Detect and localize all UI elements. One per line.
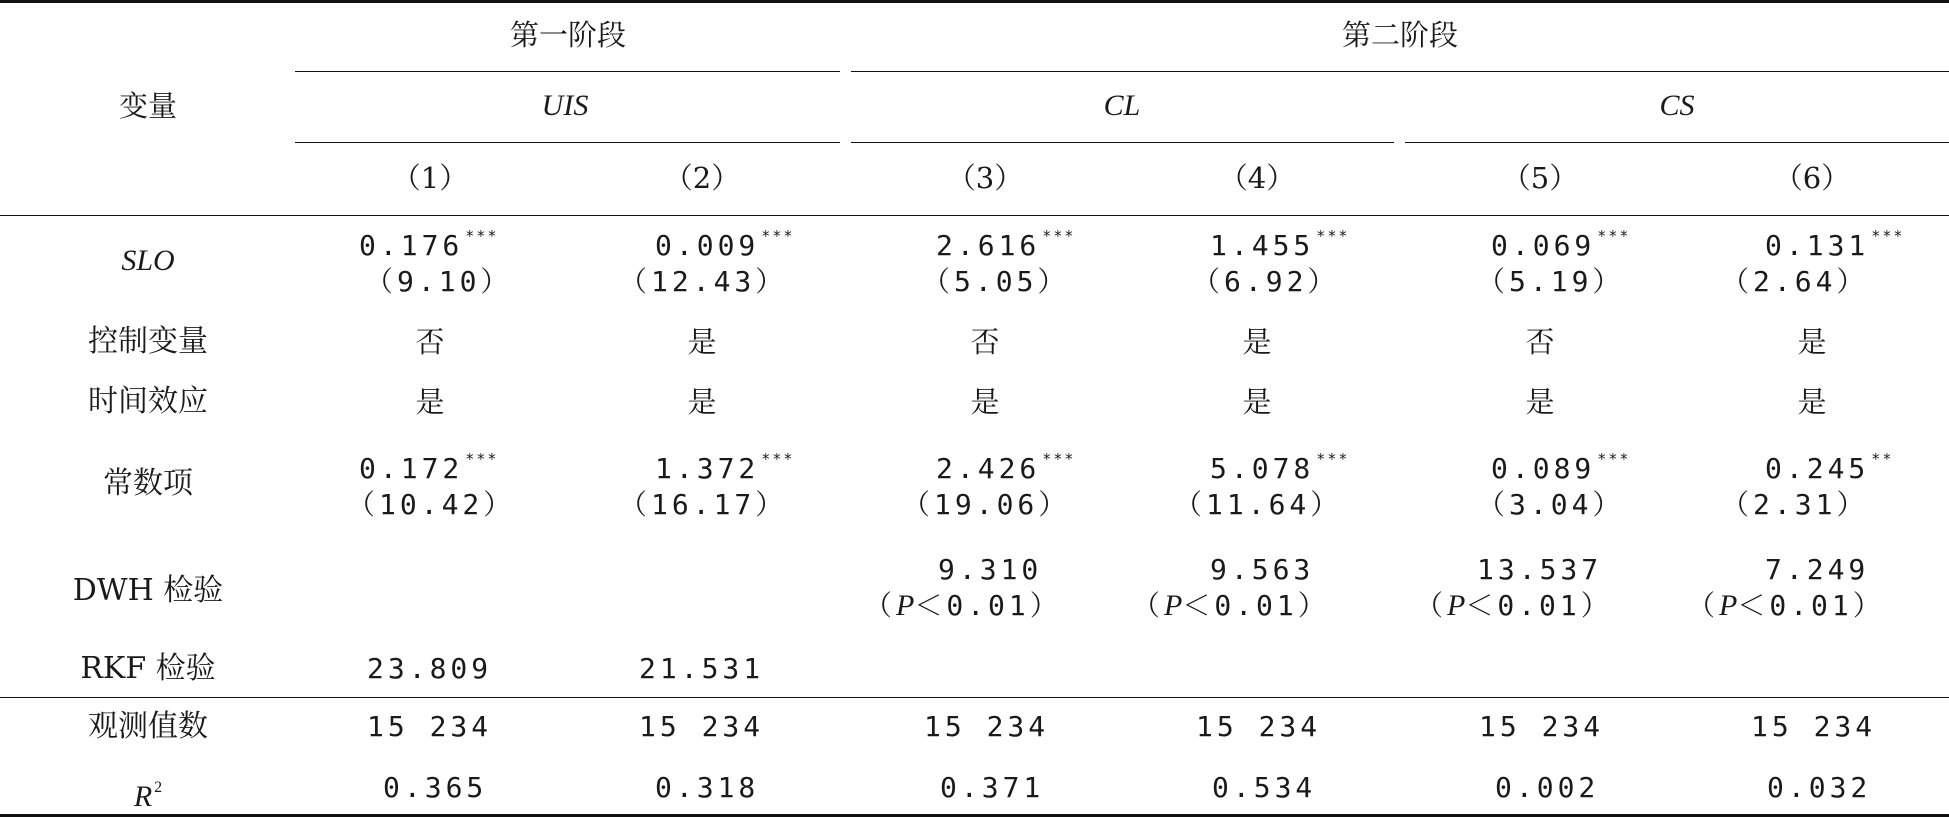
p-rest: ＜0.01） [914, 589, 1062, 622]
slo-coef: 0.009 [655, 229, 760, 262]
rkf-value: 23.809 [367, 652, 493, 685]
constant-tstat: （3.04） [1477, 488, 1625, 521]
slo-tstat: （5.19） [1477, 265, 1625, 298]
slo-coef: 0.069 [1491, 229, 1596, 262]
top-rule [0, 0, 1949, 3]
slo-cell [567, 218, 837, 300]
rkf-cell [567, 651, 837, 687]
slo-cell [850, 218, 1120, 300]
dwh-value: 7.249 [1765, 553, 1870, 586]
obs-value: 15 234 [639, 710, 765, 743]
uis-underline [295, 142, 840, 143]
p-open: （ [1415, 589, 1448, 622]
summary-rule [0, 697, 1949, 698]
significance-stars: *** [1597, 450, 1631, 468]
controls-value: 是 [1242, 325, 1272, 359]
slo-coef: 1.455 [1210, 229, 1315, 262]
row-label-controls: 控制变量 [88, 324, 208, 359]
p-symbol: P [1164, 589, 1183, 622]
constant-tstat: （10.42） [347, 488, 516, 521]
constant-cell [295, 441, 565, 523]
r2-symbol: R [133, 780, 153, 813]
dwh-cell [1677, 552, 1947, 624]
dep-cl-header: CL [1103, 89, 1141, 122]
constant-tstat: （11.64） [1174, 488, 1343, 521]
time-value: 是 [1242, 385, 1272, 419]
significance-stars: *** [465, 227, 499, 245]
stage2-underline [851, 71, 1949, 72]
header-bottom-rule [0, 215, 1949, 216]
constant-cell [1122, 441, 1392, 523]
controls-value: 否 [415, 325, 445, 359]
significance-stars: *** [761, 450, 795, 468]
column-number: （3） [946, 161, 1024, 195]
p-symbol: P [1447, 589, 1466, 622]
time-value: 是 [1797, 385, 1827, 419]
constant-cell [1677, 441, 1947, 523]
r2-value: 0.365 [383, 771, 488, 804]
row-label-constant: 常数项 [103, 466, 193, 501]
significance-stars: *** [1042, 227, 1076, 245]
obs-value: 15 234 [367, 710, 493, 743]
row-label-time: 时间效应 [88, 384, 208, 419]
row-label-obs: 观测值数 [88, 709, 208, 744]
cs-underline [1405, 142, 1949, 143]
slo-coef: 0.131 [1765, 229, 1870, 262]
significance-stars: *** [761, 227, 795, 245]
r2-value: 0.371 [940, 771, 1045, 804]
dwh-value: 9.310 [938, 553, 1043, 586]
constant-tstat: （2.31） [1721, 488, 1869, 521]
slo-tstat: （9.10） [365, 265, 513, 298]
stage1-header: 第一阶段 [509, 18, 627, 52]
obs-cell [295, 709, 565, 745]
column-number: （2） [663, 161, 741, 195]
slo-cell [1405, 218, 1675, 300]
bottom-rule [0, 814, 1949, 817]
r2-value: 0.318 [655, 771, 760, 804]
row-label-r2 [28, 770, 268, 815]
r2-cell [1677, 770, 1947, 806]
row-label-dwh: DWH 检验 [72, 573, 224, 608]
obs-cell [1122, 709, 1392, 745]
r2-value: 0.002 [1495, 771, 1600, 804]
dwh-cell [850, 552, 1120, 624]
constant-coef: 5.078 [1210, 452, 1315, 485]
obs-cell [850, 709, 1120, 745]
rkf-value: 21.531 [639, 652, 765, 685]
constant-coef: 1.372 [655, 452, 760, 485]
p-open: （ [1132, 589, 1165, 622]
stage2-header: 第二阶段 [1341, 18, 1459, 52]
significance-stars: *** [1316, 450, 1350, 468]
column-number: （6） [1773, 161, 1851, 195]
significance-stars: *** [1871, 227, 1905, 245]
obs-value: 15 234 [1479, 710, 1605, 743]
slo-cell [1677, 218, 1947, 300]
constant-cell [567, 441, 837, 523]
constant-tstat: （19.06） [902, 488, 1071, 521]
p-symbol: P [896, 589, 915, 622]
obs-value: 15 234 [1196, 710, 1322, 743]
significance-stars: *** [1597, 227, 1631, 245]
slo-tstat: （5.05） [922, 265, 1070, 298]
column-number: （4） [1218, 161, 1296, 195]
slo-cell [295, 218, 565, 300]
cl-underline [851, 142, 1394, 143]
column-number: （1） [391, 161, 469, 195]
p-symbol: P [1719, 589, 1738, 622]
significance-stars: *** [465, 450, 499, 468]
significance-stars: ** [1871, 450, 1894, 468]
column-number: （5） [1501, 161, 1579, 195]
dep-cs-header: CS [1659, 89, 1695, 122]
dwh-value: 13.537 [1477, 553, 1603, 586]
r2-value: 0.032 [1767, 771, 1872, 804]
constant-cell [1405, 441, 1675, 523]
obs-cell [567, 709, 837, 745]
constant-tstat: （16.17） [619, 488, 788, 521]
slo-coef: 0.176 [359, 229, 464, 262]
controls-value: 否 [1525, 325, 1555, 359]
constant-coef: 0.089 [1491, 452, 1596, 485]
row-label-rkf: RKF 检验 [80, 651, 216, 686]
time-value: 是 [415, 385, 445, 419]
dwh-cell [1405, 552, 1675, 624]
row-label-slo: SLO [121, 244, 175, 277]
dwh-value: 9.563 [1210, 553, 1315, 586]
stage1-underline [295, 71, 840, 72]
constant-coef: 0.172 [359, 452, 464, 485]
p-rest: ＜0.01） [1465, 589, 1613, 622]
obs-cell [1405, 709, 1675, 745]
controls-value: 否 [970, 325, 1000, 359]
significance-stars: *** [1042, 450, 1076, 468]
significance-stars: *** [1316, 227, 1350, 245]
slo-tstat: （6.92） [1192, 265, 1340, 298]
obs-value: 15 234 [924, 710, 1050, 743]
obs-cell [1677, 709, 1947, 745]
constant-coef: 0.245 [1765, 452, 1870, 485]
r2-cell [295, 770, 565, 806]
controls-value: 是 [687, 325, 717, 359]
slo-cell [1122, 218, 1392, 300]
p-open: （ [864, 589, 897, 622]
obs-value: 15 234 [1751, 710, 1877, 743]
r2-cell [567, 770, 837, 806]
slo-tstat: （12.43） [619, 265, 788, 298]
time-value: 是 [687, 385, 717, 419]
slo-tstat: （2.64） [1721, 265, 1869, 298]
time-value: 是 [1525, 385, 1555, 419]
p-open: （ [1687, 589, 1720, 622]
r2-cell [850, 770, 1120, 806]
r2-superscript: 2 [154, 779, 163, 796]
controls-value: 是 [1797, 325, 1827, 359]
r2-value: 0.534 [1212, 771, 1317, 804]
dwh-cell [1122, 552, 1392, 624]
rkf-cell [295, 651, 565, 687]
dep-uis-header: UIS [541, 89, 589, 122]
time-value: 是 [970, 385, 1000, 419]
variable-header: 变量 [118, 89, 178, 123]
p-rest: ＜0.01） [1737, 589, 1885, 622]
p-rest: ＜0.01） [1182, 589, 1330, 622]
constant-cell [850, 441, 1120, 523]
constant-coef: 2.426 [936, 452, 1041, 485]
r2-cell [1405, 770, 1675, 806]
r2-cell [1122, 770, 1392, 806]
slo-coef: 2.616 [936, 229, 1041, 262]
